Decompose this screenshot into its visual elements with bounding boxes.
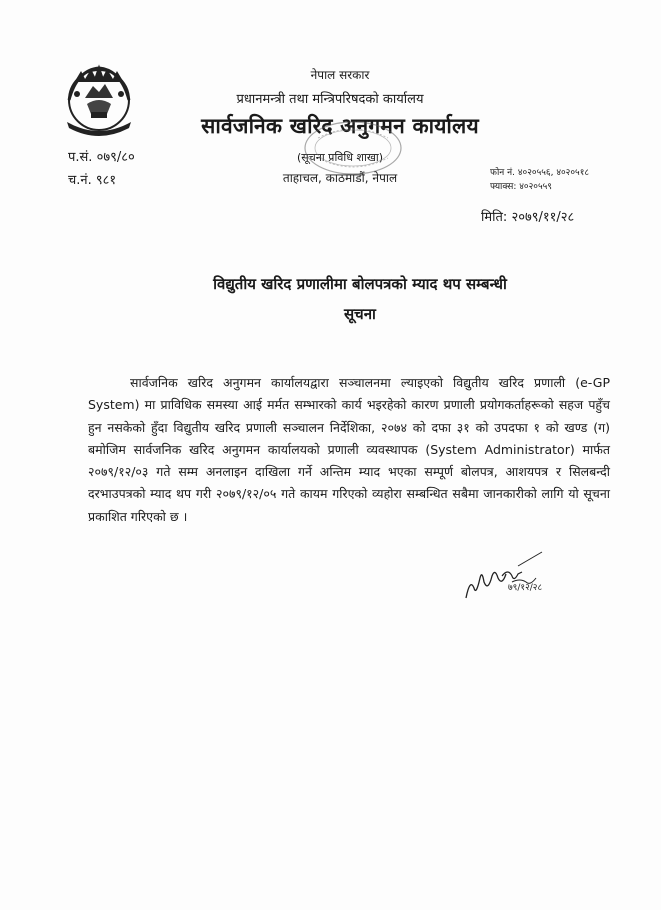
notice-body: [88, 372, 610, 528]
svg-text:७९/१२/२८: ७९/१२/२८: [508, 583, 543, 593]
notice-subject: विद्युतीय खरिद प्रणालीमा बोलपत्रको म्याद थप सम्बन्धी: [213, 275, 507, 293]
dispatch-number: च.नं. ९८१: [68, 173, 117, 188]
notice-title: सूचना: [344, 305, 376, 323]
notice-paragraph: सार्वजनिक खरिद अनुगमन कार्यालयद्वारा सञ्चालनमा ल्याइएको विद्युतीय खरिद प्रणाली (e-GP System) मा प्राविधिक समस्या आई मर्मत सम्भारको कार्य भइरहेको कारण प्रणाली प्रयोगकर्ताहरूको सहज पहुँच हुन नसकेको हुँदा विद्युतीय खरिद प्रणाली सञ्चालन निर्देशिका, २०७४ को दफा ३१ को उपदफा १ को खण्ड (ग) बमोजिम सार्वजनिक खरिद अनुगमन कार्यालयको प्रणाली व्यवस्थापक (System Administrator) मार्फत २०७९/१२/०३ गते सम्म अनलाइन दाखिला गर्ने अन्तिम म्याद भएका सम्पूर्ण बोलपत्र, आशयपत्र र सिलबन्दी दरभाउपत्रको म्याद थप गरी २०७९/१२/०५ गते कायम गरिएको व्यहोरा सम्बन्धित सबैमा जानकारीको लागि यो सूचना प्रकाशित गरिएको छ ।: [88, 375, 610, 524]
section-name: (सूचना प्रविधि शाखा): [297, 151, 383, 164]
fax-number: फ्याक्स: ४०२०५५९: [490, 182, 552, 192]
date-label: मिति:: [481, 210, 508, 225]
government-name: नेपाल सरकार: [310, 68, 370, 82]
office-name: सार्वजनिक खरिद अनुगमन कार्यालय: [201, 114, 479, 138]
office-seal-stamp: [298, 118, 408, 178]
issue-date: [481, 207, 574, 225]
nepal-emblem-icon: [57, 60, 142, 138]
reference-number: प.सं. ०७९/८०: [68, 150, 135, 165]
date-value: २०७९/११/२८: [511, 210, 575, 225]
handwritten-signature: [462, 548, 552, 606]
phone-number: फोन नं. ४०२०५५६, ४०२०५१८: [490, 168, 590, 178]
office-address: ताहाचल, काठमाडौं, नेपाल: [282, 171, 398, 185]
parent-office-name: प्रधानमन्त्री तथा मन्त्रिपरिषदको कार्यालय: [236, 92, 424, 107]
